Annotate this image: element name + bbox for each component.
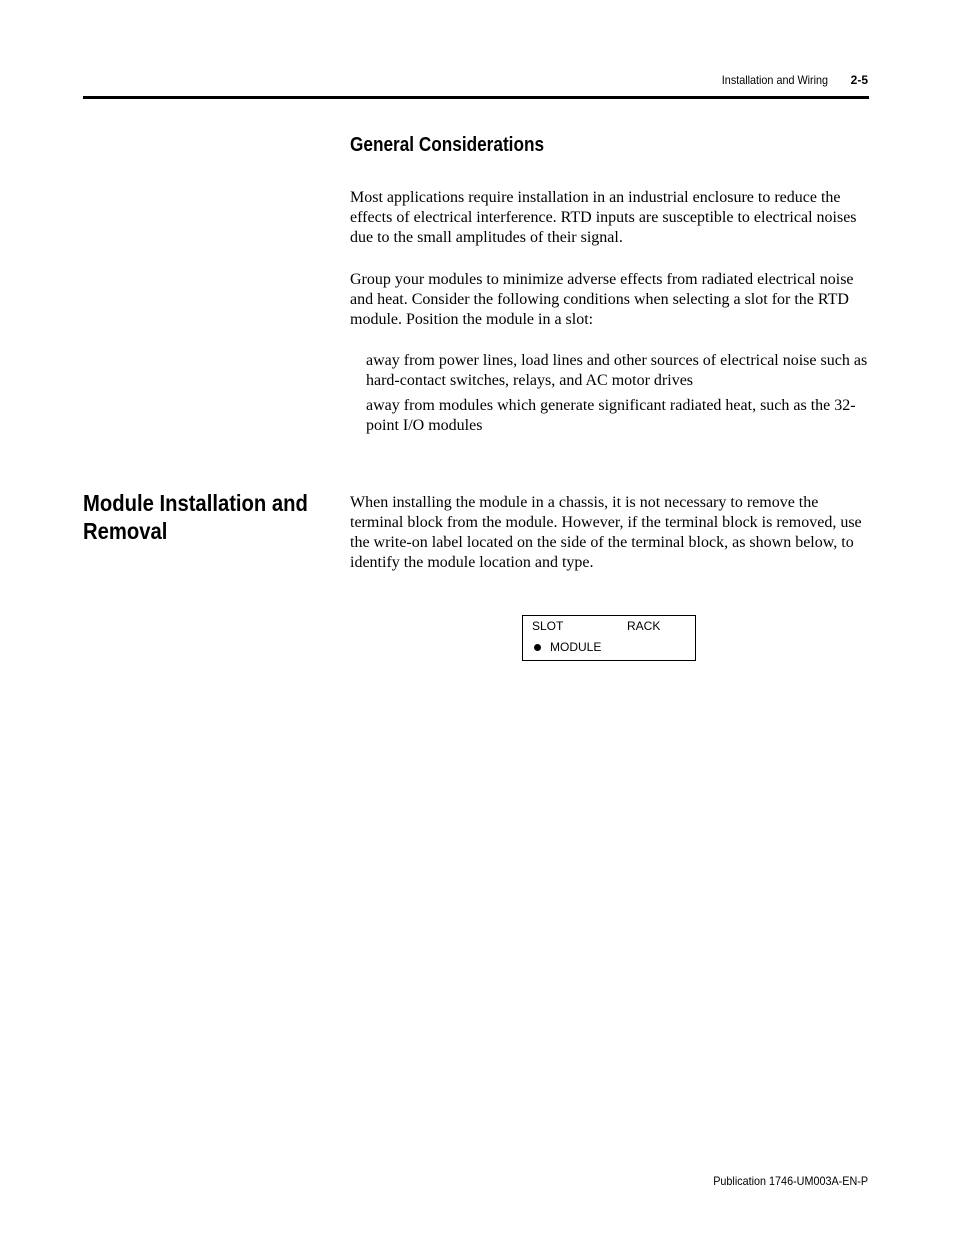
publication-footer: Publication 1746-UM003A-EN-P <box>713 1174 868 1188</box>
running-header <box>0 73 954 93</box>
module-installation-heading: Module Installation and Removal <box>83 490 308 544</box>
general-considerations-heading: General Considerations <box>350 134 545 156</box>
bullet-item-1: away from power lines, load lines and other sources of electrical noise such as hard-contact switches, relays, and AC motor drives <box>366 352 868 389</box>
label-slot-text: SLOT <box>532 619 564 633</box>
label-rack-text: RACK <box>627 619 661 633</box>
bullet-dot-icon <box>534 644 541 651</box>
write-on-label-figure <box>522 615 696 661</box>
module-installation-paragraph: When installing the module in a chassis, it is not necessary to remove the terminal block from the module. However, if the terminal block is removed, use the write-on label located on the side of the terminal block, as shown below, to identify the module location and type. <box>350 494 862 571</box>
general-paragraph-2: Group your modules to minimize adverse effects from radiated electrical noise and heat. Consider the following conditions when selecting a slot for the RTD module. Position the module in a slot: <box>350 271 854 328</box>
header-section-title: Installation and Wiring <box>721 73 828 87</box>
header-page-number: 2-5 <box>850 73 868 87</box>
header-rule <box>83 96 869 99</box>
bullet-item-2: away from modules which generate significant radiated heat, such as the 32-point I/O modules <box>366 397 856 434</box>
label-module-text: MODULE <box>550 640 602 654</box>
general-paragraph-1: Most applications require installation in an industrial enclosure to reduce the effects of electrical interference. RTD inputs are susceptible to electrical noises due to the small amplitudes of their signal. <box>350 189 857 246</box>
